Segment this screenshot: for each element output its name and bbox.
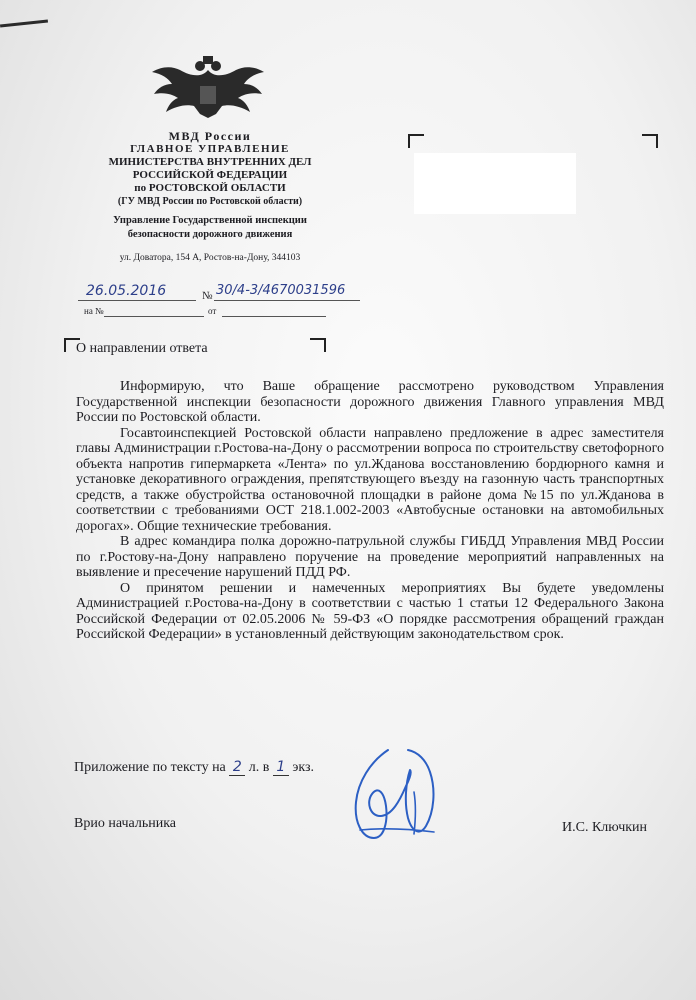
from-label: от <box>208 306 217 316</box>
registration-number-sign: № <box>202 290 213 302</box>
reference-line <box>104 316 204 317</box>
body-paragraph: О принятом решении и намеченных мероприятиях Вы будете уведомлены Администрацией г.Ростова-на-Дону в соответствии с частью 1 статьи 12 Федерального Закона Российской Федерации от 02.05.2006 № 59-ФЗ «О порядке рассмотрения обращений граждан Российской Федерации» в установленный действующим законодательством срок. <box>76 580 664 642</box>
appendix-line <box>74 759 314 776</box>
body-paragraph: В адрес командира полка дорожно-патрульной службы ГИБДД Управления МВД России по г.Ростову-на-Дону направлено поручение на проведение мероприятий направленных на выявление и пресечение нарушений ПДД РФ. <box>76 534 664 580</box>
appendix-prefix: Приложение по тексту на <box>74 760 226 775</box>
registration-number: 30/4-3/4670031596 <box>216 283 346 298</box>
body-paragraph: Госавтоинспекцией Ростовской области направлено предложение в адрес заместителя главы Администрации г.Ростова-на-Дону о рассмотрении вопроса по строительству светофорного объекта напротив гипермаркета «Лента» по ул.Жданова восстановлению бордюрного камня и установке декоративного ограждения, препятствующего въезду на газонную часть транспортных средств, а также обустройства остановочной площадки в районе дома №15 по ул.Жданова в соответствии с требованиями ОСТ 218.1.002-2003 «Автобусные остановки на автомобильных дорогах». Общие технические требования. <box>76 425 664 534</box>
reference-label: на № <box>84 306 104 316</box>
agency-directorate: ГЛАВНОЕ УПРАВЛЕНИЕ <box>130 143 290 155</box>
registration-date: 26.05.2016 <box>86 283 167 299</box>
signer-title: Врио начальника <box>74 816 177 831</box>
letter-body <box>76 379 664 643</box>
appendix-pages: 2 <box>229 759 245 776</box>
signer-name: И.С. Ключкин <box>562 820 648 835</box>
agency-ministry: МИНИСТЕРСТВА ВНУТРЕННИХ ДЕЛ <box>108 156 312 168</box>
agency-name: МВД России <box>168 129 252 143</box>
appendix-suffix: экз. <box>292 760 315 775</box>
agency-abbreviation: (ГУ МВД России по Ростовской области) <box>117 196 303 207</box>
department-name-1: Управление Государственной инспекции <box>113 215 307 226</box>
agency-federation: РОССИЙСКОЙ ФЕДЕРАЦИИ <box>132 169 288 181</box>
date-line <box>78 300 196 301</box>
number-line <box>214 300 360 301</box>
handwritten-signature <box>330 742 445 854</box>
letter-subject: О направлении ответа <box>76 341 208 356</box>
recipient-bracket-right-icon <box>642 134 658 148</box>
appendix-copies: 1 <box>273 759 289 776</box>
recipient-bracket-left-icon <box>408 134 424 148</box>
subject-bracket-right-icon <box>310 338 326 352</box>
body-paragraph: Информирую, что Ваше обращение рассмотрено руководством Управления Государственной инспекции безопасности дорожного движения Главного управления МВД России по Ростовской области. <box>76 379 664 425</box>
from-line <box>222 316 326 317</box>
agency-address: ул. Доватора, 154 А, Ростов-на-Дону, 344103 <box>119 253 301 263</box>
agency-region: по РОСТОВСКОЙ ОБЛАСТИ <box>134 182 286 194</box>
department-name-2: безопасности дорожного движения <box>127 229 293 240</box>
pen-mark <box>0 19 48 27</box>
double-headed-eagle-emblem-icon <box>150 56 266 126</box>
redacted-recipient-box <box>414 153 576 214</box>
appendix-mid: л. в <box>248 760 270 775</box>
